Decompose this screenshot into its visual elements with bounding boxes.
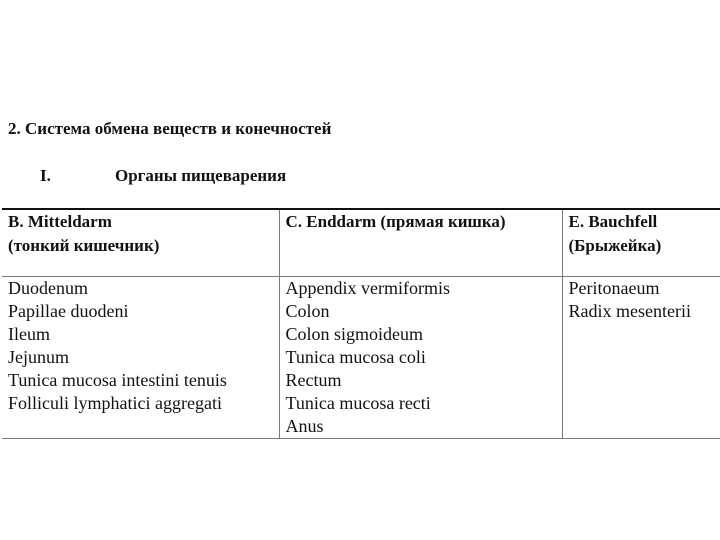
header-cell-bauchfell bbox=[562, 209, 720, 277]
subsection-title: Органы пищеварения bbox=[115, 166, 287, 185]
section-title: 2. Система обмена веществ и конечностей bbox=[8, 119, 332, 138]
list-item: Duodenum bbox=[8, 278, 88, 298]
header-line: (Брыжейка) bbox=[568, 236, 662, 255]
items-cell-mitteldarm bbox=[2, 277, 279, 439]
list-item: Papillae duodeni bbox=[8, 301, 129, 321]
list-item: Colon bbox=[285, 301, 330, 321]
header-line: B. Mitteldarm bbox=[8, 212, 112, 231]
items-cell-enddarm bbox=[279, 277, 562, 439]
list-item: Appendix vermiformis bbox=[285, 278, 450, 298]
table-header-row bbox=[2, 209, 720, 277]
items-cell-bauchfell bbox=[562, 277, 720, 439]
list-item: Jejunum bbox=[8, 347, 69, 367]
list-item: Tunica mucosa intestini tenuis bbox=[8, 370, 227, 390]
header-line: C. Enddarm (прямая кишка) bbox=[285, 212, 506, 231]
list-item: Peritonaeum bbox=[568, 278, 660, 298]
header-cell-mitteldarm bbox=[2, 209, 279, 277]
header-line: E. Bauchfell bbox=[568, 212, 658, 231]
list-item: Tunica mucosa recti bbox=[285, 393, 431, 413]
list-item: Rectum bbox=[285, 370, 342, 390]
header-line: (тонкий кишечник) bbox=[8, 236, 160, 255]
list-item: Anus bbox=[285, 416, 324, 436]
list-item: Radix mesenterii bbox=[568, 301, 691, 321]
table-body-row bbox=[2, 277, 720, 439]
list-item: Folliculi lymphatici aggregati bbox=[8, 393, 222, 413]
list-item: Ileum bbox=[8, 324, 50, 344]
header-cell-enddarm bbox=[279, 209, 562, 277]
subsection-number: I. bbox=[40, 166, 51, 185]
list-item: Colon sigmoideum bbox=[285, 324, 424, 344]
digestive-organs-table bbox=[2, 208, 720, 439]
list-item: Tunica mucosa coli bbox=[285, 347, 426, 367]
